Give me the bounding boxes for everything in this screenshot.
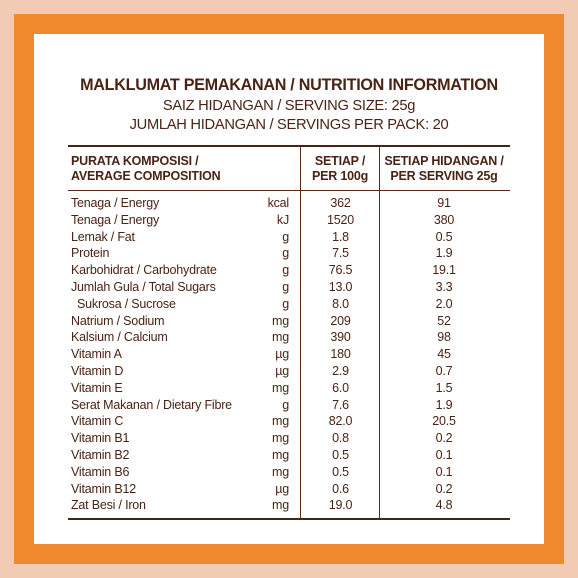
value-per-serving: 0.5 — [435, 229, 453, 244]
nutrient-unit: kcal — [267, 196, 289, 210]
table-row — [34, 296, 544, 313]
value-per-100g: 390 — [330, 330, 351, 345]
nutrient-name: Sukrosa / Sucrose — [77, 296, 176, 311]
nutrient-name: Karbohidrat / Carbohydrate — [71, 263, 217, 278]
nutrient-unit: g — [282, 246, 289, 261]
value-per-100g: 0.5 — [332, 464, 349, 479]
nutrient-name: Protein — [71, 246, 110, 261]
table-row — [34, 481, 544, 498]
perserving-header-line: SETIAP HIDANGAN / — [384, 154, 504, 168]
nutrient-name: Kalsium / Calcium — [71, 330, 168, 345]
table-row — [34, 464, 544, 481]
label-title: MALKLUMAT PEMAKANAN / NUTRITION INFORMATION — [80, 75, 498, 94]
header-bottom-rule — [68, 190, 510, 191]
table-row — [34, 262, 544, 279]
nutrient-name: Serat Makanan / Dietary Fibre — [71, 397, 232, 412]
nutrient-name: Jumlah Gula / Total Sugars — [71, 279, 216, 294]
nutrient-unit: mg — [272, 431, 289, 446]
table-row — [34, 329, 544, 346]
nutrient-name: Tenaga / Energy — [71, 196, 160, 210]
value-per-100g: 13.0 — [328, 279, 353, 294]
nutrient-unit: µg — [275, 347, 289, 362]
value-per-serving: 1.9 — [435, 397, 453, 412]
nutrient-unit: mg — [272, 313, 289, 328]
nutrient-unit: g — [282, 397, 289, 412]
value-per-100g: 0.6 — [332, 481, 349, 496]
value-per-serving: 0.2 — [435, 481, 453, 496]
value-per-100g: 19.0 — [328, 498, 353, 513]
value-per-serving: 19.1 — [432, 263, 456, 278]
table-row — [34, 380, 544, 397]
value-per-100g: 7.5 — [332, 246, 349, 261]
value-per-100g: 6.0 — [332, 380, 349, 395]
nutrient-unit: mg — [272, 447, 289, 462]
value-per-100g: 0.8 — [332, 431, 349, 446]
nutrient-name: Vitamin A — [71, 347, 122, 362]
nutrient-unit: µg — [275, 481, 289, 496]
value-per-100g: 1.8 — [332, 229, 349, 244]
value-per-serving: 1.9 — [435, 246, 453, 261]
value-per-serving: 52 — [437, 313, 451, 328]
value-per-serving: 91 — [437, 196, 451, 210]
table-row — [34, 212, 544, 229]
table-row — [34, 497, 544, 514]
per100g-header-line: SETIAP / — [314, 154, 366, 168]
nutrient-unit: g — [282, 263, 289, 278]
nutrient-name: Vitamin B6 — [71, 464, 130, 479]
serving-size: SAIZ HIDANGAN / SERVING SIZE: 25g — [162, 97, 416, 114]
nutrient-unit: mg — [272, 380, 289, 395]
nutrient-name: Vitamin B2 — [71, 447, 130, 462]
nutrient-rows — [34, 195, 544, 514]
table-row — [34, 279, 544, 296]
table-row — [34, 195, 544, 212]
table-row — [34, 229, 544, 246]
table-row — [34, 313, 544, 330]
nutrient-unit: mg — [272, 414, 289, 429]
value-per-serving: 4.8 — [435, 498, 453, 513]
table-row — [34, 447, 544, 464]
per100g-column-header — [302, 154, 378, 184]
nutrient-unit: mg — [272, 464, 289, 479]
nutrient-unit: g — [282, 229, 289, 244]
value-per-100g: 2.9 — [332, 363, 349, 378]
servings-per-pack: JUMLAH HIDANGAN / SERVINGS PER PACK: 20 — [129, 116, 449, 133]
composition-column-header — [71, 154, 220, 184]
value-per-serving: 20.5 — [432, 414, 456, 429]
per100g-header-line: PER 100g — [311, 169, 369, 183]
nutrient-unit: g — [282, 279, 289, 294]
nutrient-name: Natrium / Sodium — [71, 313, 165, 328]
composition-header-line: AVERAGE COMPOSITION — [71, 169, 221, 183]
value-per-serving: 0.7 — [435, 363, 453, 378]
table-row — [34, 413, 544, 430]
value-per-100g: 7.6 — [332, 397, 349, 412]
nutrient-name: Zat Besi / Iron — [71, 498, 146, 513]
nutrient-name: Lemak / Fat — [71, 229, 135, 244]
value-per-serving: 380 — [433, 212, 455, 227]
value-per-serving: 3.3 — [435, 279, 453, 294]
nutrient-name: Vitamin D — [71, 363, 124, 378]
value-per-100g: 8.0 — [332, 296, 349, 311]
value-per-serving: 45 — [437, 347, 451, 362]
nutrient-unit: mg — [272, 498, 289, 513]
nutrient-unit: kJ — [276, 212, 289, 227]
value-per-100g: 0.5 — [332, 447, 349, 462]
table-row — [34, 346, 544, 363]
value-per-100g: 180 — [330, 347, 351, 362]
value-per-serving: 2.0 — [435, 296, 453, 311]
value-per-100g: 209 — [330, 313, 351, 328]
nutrient-name: Vitamin B12 — [71, 481, 136, 496]
value-per-serving: 98 — [437, 330, 451, 345]
table-top-rule — [68, 145, 510, 147]
value-per-100g: 76.5 — [328, 263, 353, 278]
value-per-serving: 1.5 — [435, 380, 453, 395]
perserving-column-header — [381, 154, 507, 184]
table-row — [34, 363, 544, 380]
nutrition-label — [34, 34, 544, 544]
nutrient-unit: µg — [275, 363, 289, 378]
nutrient-name: Vitamin B1 — [71, 431, 130, 446]
table-row — [34, 397, 544, 414]
nutrient-name: Tenaga / Energy — [71, 212, 160, 227]
nutrient-unit: g — [282, 296, 289, 311]
nutrient-unit: mg — [272, 330, 289, 345]
label-header — [34, 74, 544, 134]
perserving-header-line: PER SERVING 25g — [390, 169, 498, 183]
value-per-100g: 362 — [330, 196, 351, 210]
value-per-100g: 82.0 — [328, 414, 353, 429]
nutrient-name: Vitamin E — [71, 380, 123, 395]
table-row — [34, 245, 544, 262]
value-per-100g: 1520 — [326, 212, 354, 227]
value-per-serving: 0.1 — [435, 464, 453, 479]
value-per-serving: 0.1 — [435, 447, 453, 462]
table-bottom-rule — [68, 518, 510, 520]
value-per-serving: 0.2 — [435, 431, 453, 446]
nutrient-name: Vitamin C — [71, 414, 124, 429]
table-row — [34, 430, 544, 447]
composition-header-line: PURATA KOMPOSISI / — [71, 154, 199, 168]
